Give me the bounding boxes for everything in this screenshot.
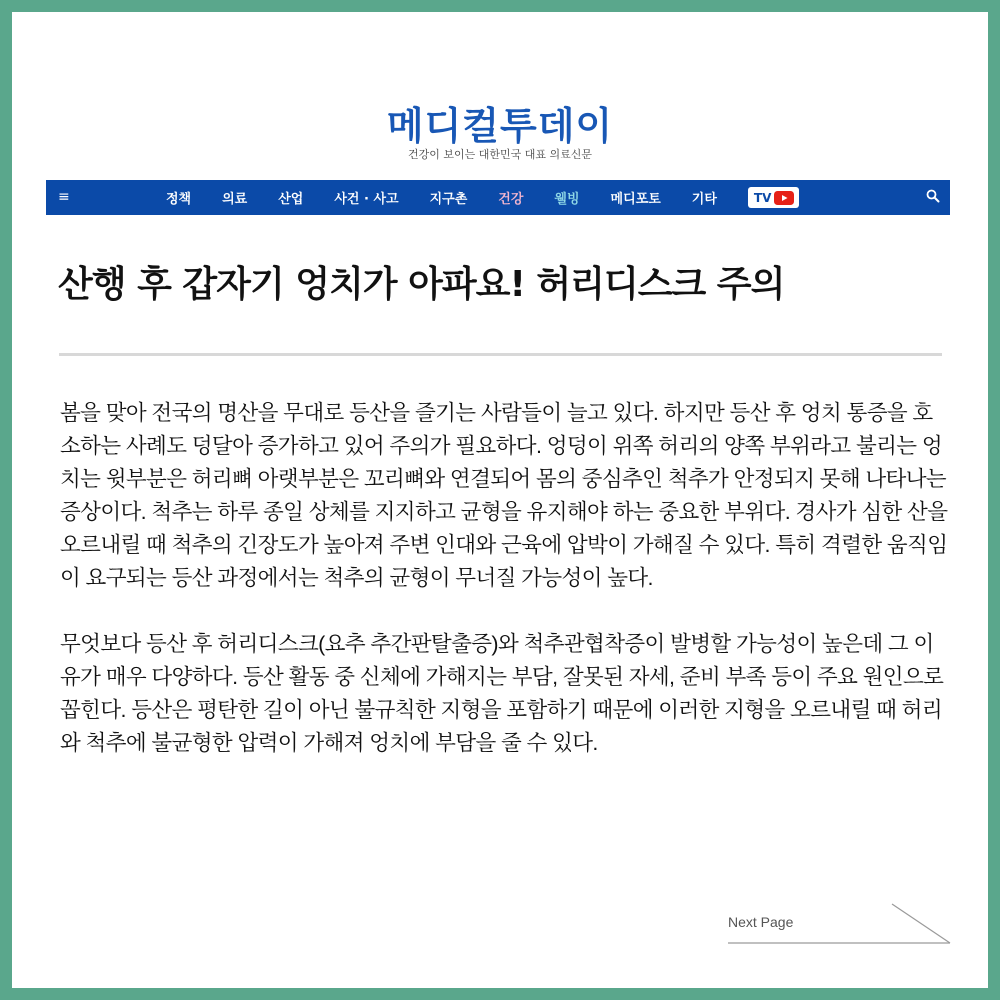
nav-items (166, 180, 799, 215)
nav-item-health[interactable]: 건강 (498, 192, 524, 207)
nav-item-wellbeing[interactable]: 웰빙 (554, 192, 580, 207)
site-logo[interactable] (12, 104, 988, 162)
article-body (60, 397, 950, 793)
nav-item-medical[interactable]: 의료 (222, 192, 248, 207)
next-page-link[interactable]: Next Page (728, 914, 794, 930)
main-nav (46, 180, 950, 215)
article-paragraph: 무엇보다 등산 후 허리디스크(요추 추간판탈출증)와 척추관협착증이 발병할 가능성이 높은데 그 이유가 매우 다양하다. 등산 활동 중 신체에 가해지는 부담, 잘못된 자세, 준비 부족 등이 주요 원인으로 꼽힌다. 등산은 평탄한 길이 아닌 불규칙한 지형을 포함하기 때문에 이러한 지형을 오르내릴 때 허리와 척추에 불균형한 압력이 가해져 엉치에 부담을 줄 수 있다. (60, 632, 944, 755)
nav-item-etc[interactable]: 기타 (691, 192, 717, 207)
nav-item-industry[interactable]: 산업 (278, 192, 304, 207)
next-page-arrow-icon[interactable] (728, 900, 952, 948)
search-icon[interactable] (926, 189, 940, 203)
nav-item-incidents[interactable]: 사건 · 사고 (334, 192, 399, 207)
headline-divider (59, 353, 942, 356)
logo-tagline: 건강이 보이는 대한민국 대표 의료신문 (407, 148, 592, 161)
article-paragraph: 봄을 맞아 전국의 명산을 무대로 등산을 즐기는 사람들이 늘고 있다. 하지만 등산 후 엉치 통증을 호소하는 사례도 덩달아 증가하고 있어 주의가 필요하다. 엉덩이 위쪽 허리의 양쪽 부위라고 불리는 엉치는 윗부분은 허리뼈 아랫부분은 꼬리뼈와 연결되어 몸의 중심추인 척추가 안정되지 못해 나타나는 증상이다. 척추는 하루 종일 상체를 지지하고 균형을 유지해야 하는 중요한 부위다. 경사가 심한 산을 오르내릴 때 척추의 긴장도가 높아져 주변 인대와 근육에 압박이 가해질 수 있다. 특히 격렬한 움직임이 요구되는 등산 과정에서는 척추의 균형이 무너질 가능성이 높다. (60, 401, 948, 590)
nav-item-global[interactable]: 지구촌 (429, 192, 468, 207)
youtube-play-icon (774, 191, 794, 205)
tv-label: TV (753, 190, 772, 205)
article-headline: 산행 후 갑자기 엉치가 아파요! 허리디스크 주의 (58, 264, 785, 305)
nav-item-mediphoto[interactable]: 메디포토 (610, 192, 661, 207)
hamburger-icon[interactable]: ≡ (58, 189, 70, 205)
tv-button[interactable] (748, 187, 799, 208)
logo-title: 메디컬투데이 (386, 104, 614, 148)
card (12, 12, 988, 988)
nav-item-policy[interactable]: 정책 (166, 192, 192, 207)
